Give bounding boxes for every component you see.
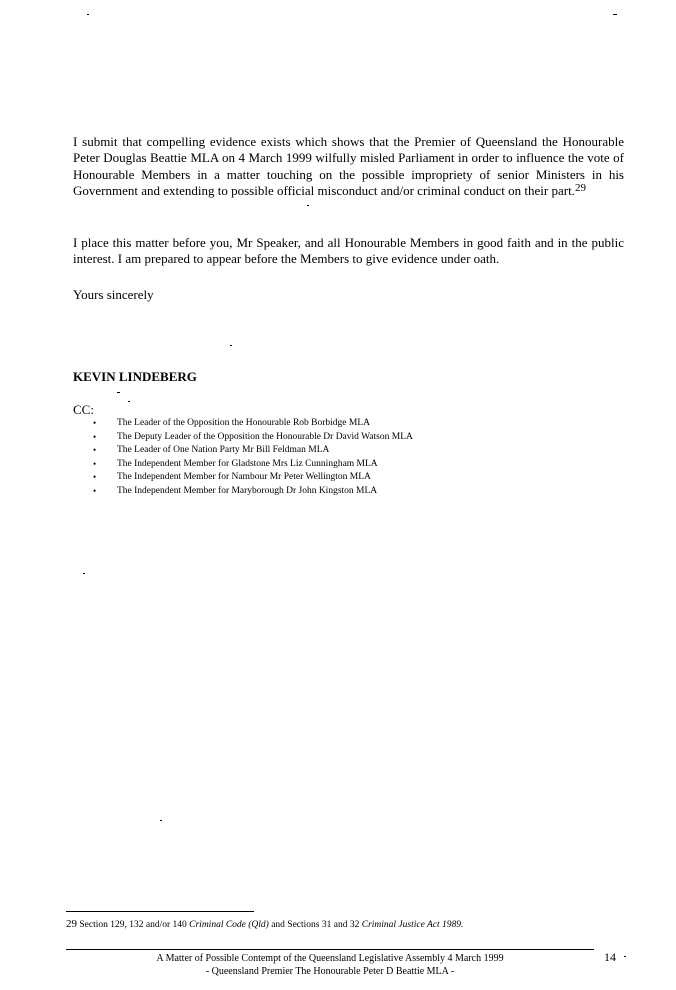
footer-line-2: - Queensland Premier The Honourable Peter D Beattie MLA - bbox=[205, 966, 455, 977]
cc-recipient: The Independent Member for Maryborough Dr John Kingston MLA bbox=[117, 485, 378, 496]
cc-recipient: The Deputy Leader of the Opposition the Honourable Dr David Watson MLA bbox=[117, 431, 413, 442]
cc-list-item bbox=[93, 471, 413, 485]
footnote-divider bbox=[66, 911, 254, 912]
footer-divider bbox=[66, 949, 594, 950]
bullet-icon: • bbox=[93, 431, 97, 442]
bullet-icon: • bbox=[93, 418, 97, 428]
cc-recipient: The Independent Member for Nambour Mr Peter Wellington MLA bbox=[117, 472, 371, 483]
bullet-icon: • bbox=[93, 458, 97, 469]
cc-list-item bbox=[93, 417, 413, 431]
signer-name: KEVIN LINDEBERG bbox=[73, 369, 197, 384]
cc-list bbox=[93, 417, 413, 499]
scan-speck bbox=[160, 820, 162, 821]
scan-speck bbox=[117, 392, 120, 393]
scan-speck bbox=[83, 573, 85, 574]
scan-speck bbox=[128, 401, 130, 402]
bullet-icon: • bbox=[93, 445, 97, 456]
bullet-icon: • bbox=[93, 485, 97, 496]
footnote-text-b: Criminal Code (Qld) bbox=[189, 920, 269, 930]
scan-speck bbox=[87, 14, 89, 15]
footnote bbox=[66, 918, 463, 930]
cc-list-item bbox=[93, 431, 413, 445]
scan-speck bbox=[230, 345, 232, 346]
scan-speck bbox=[613, 14, 617, 15]
scan-speck bbox=[624, 956, 626, 957]
bullet-icon: • bbox=[93, 472, 97, 483]
footer-line-1: A Matter of Possible Contempt of the Queensland Legislative Assembly 4 March 1999 bbox=[156, 953, 504, 964]
cc-recipient: The Leader of the Opposition the Honourable Rob Borbidge MLA bbox=[117, 418, 371, 428]
page-number: 14 bbox=[604, 950, 616, 964]
cc-recipient: The Independent Member for Gladstone Mrs Liz Cunningham MLA bbox=[117, 458, 378, 469]
footnote-reference[interactable]: 29 bbox=[574, 182, 586, 195]
cc-label: CC: bbox=[73, 402, 94, 417]
footnote-text-a: Section 129, 132 and/or 140 bbox=[77, 920, 190, 930]
footnote-text-c: and Sections 31 and 32 bbox=[268, 920, 362, 930]
paragraph-good-faith: I place this matter before you, Mr Speaker, and all Honourable Members in good faith and in the public interest. I am prepared to appear before the Members to give evidence under oath. bbox=[73, 235, 624, 267]
paragraph-evidence-text: I submit that compelling evidence exists which shows that the Premier of Queensland the Honourable Peter Douglas Beattie MLA on 4 March 1999 wilfully misled Parliament in order to influence the vote of Honourable Members in a matter touching on the possible impropriety of senior Ministers in his Government and extending to possible official misconduct and/or criminal conduct on their part. bbox=[73, 134, 624, 199]
page-footer bbox=[66, 952, 594, 978]
footnote-number: 29 bbox=[66, 918, 77, 930]
scan-speck bbox=[307, 205, 309, 206]
closing-salutation: Yours sincerely bbox=[73, 287, 154, 302]
footnote-text-d: Criminal Justice Act 1989. bbox=[361, 920, 464, 930]
cc-list-item bbox=[93, 485, 413, 499]
cc-list-item bbox=[93, 458, 413, 472]
paragraph-evidence bbox=[73, 134, 624, 200]
cc-list-item bbox=[93, 444, 413, 458]
cc-recipient: The Leader of One Nation Party Mr Bill Feldman MLA bbox=[117, 445, 330, 456]
